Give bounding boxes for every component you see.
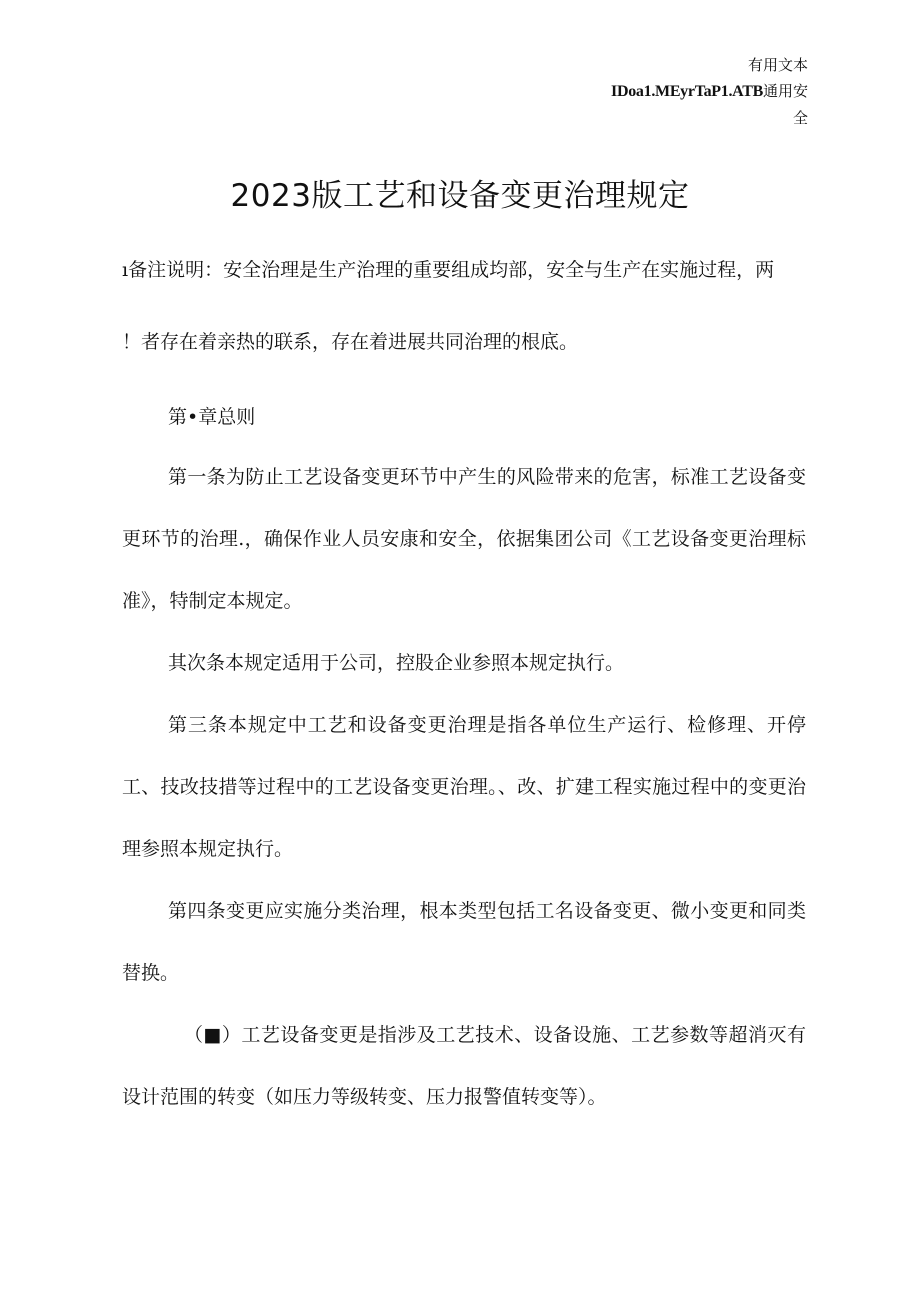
header-code: IDoa1.MEyrTaP1.ATB bbox=[611, 83, 763, 100]
article-4: 第四条变更应实施分类治理，根本类型包括工名设备变更、微小变更和同类替换。 bbox=[122, 900, 806, 984]
note-line-1: ı备注说明：安全治理是生产治理的重要组成均部，安全与生产在实施过程，两 bbox=[122, 259, 775, 281]
header-line-2-suffix: 通用安 bbox=[762, 82, 808, 100]
note-line-2: ！者存在着亲热的联系，存在着进展共同治理的根底。 bbox=[122, 331, 579, 353]
header-line-3: 全 bbox=[792, 109, 808, 127]
header-line-2 bbox=[611, 78, 808, 105]
header-line-1: 有用文本 bbox=[747, 56, 808, 74]
article-1: 第一条为防止工艺设备变更环节中产生的风险带来的危害，标准工艺设备变更环节的治理.，确保作业人员安康和安全，依据集团公司《工艺设备变更治理标准》，特制定本规定。 bbox=[122, 466, 806, 612]
item-1: （■）工艺设备变更是指涉及工艺技术、设备设施、工艺参数等超消灭有设计范围的转变（如压力等级转变、压力报警值转变等）。 bbox=[122, 1024, 806, 1108]
article-3: 第三条本规定中工艺和设备变更治理是指各单位生产运行、检修理、开停工、技改技措等过程中的工艺设备变更治理。、改、扩建工程实施过程中的变更治理参照本规定执行。 bbox=[122, 714, 806, 860]
document-header bbox=[611, 52, 808, 131]
document-title: 2023版工艺和设备变更治理规定 bbox=[230, 178, 690, 214]
article-2: 其次条本规定适用于公司，控股企业参照本规定执行。 bbox=[168, 652, 625, 674]
chapter-heading: 第•章总则 bbox=[168, 406, 256, 428]
